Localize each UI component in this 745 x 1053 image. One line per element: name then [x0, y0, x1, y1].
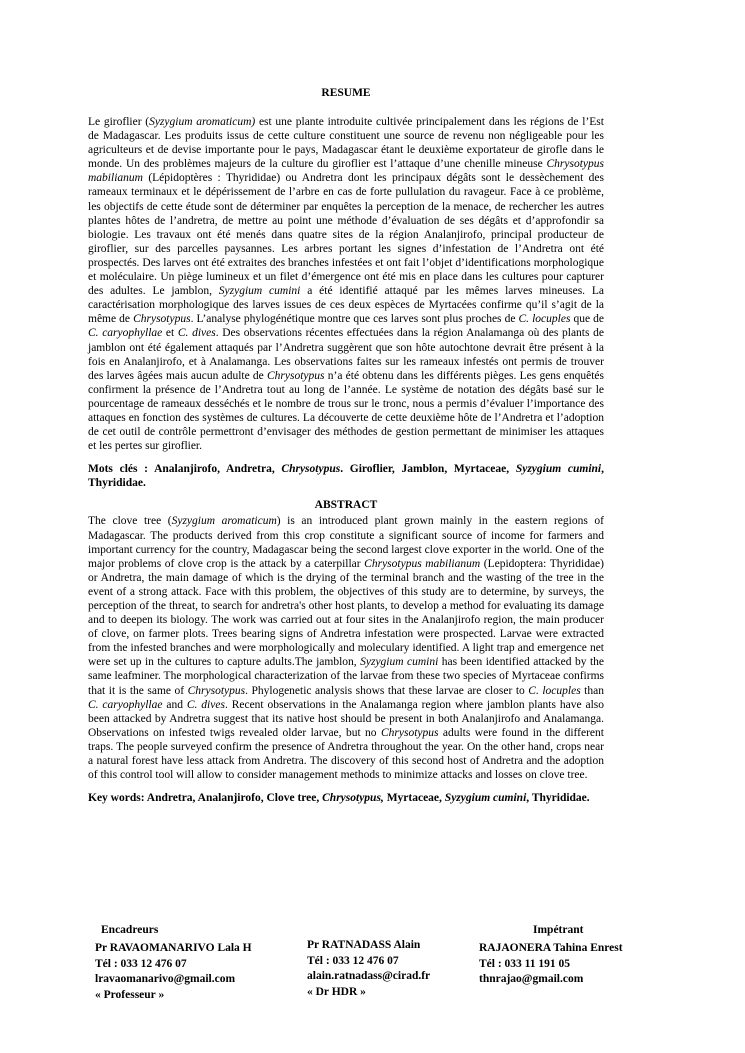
italic-term: C. dives	[177, 327, 216, 340]
candidate-block	[479, 941, 623, 988]
candidate-email: thnrajao@gmail.com	[479, 973, 584, 985]
italic-term: Syzygium cumini	[360, 656, 439, 669]
supervisor1-block	[95, 941, 252, 1003]
italic-term: Chrysotypus	[267, 369, 325, 382]
impetrant-label: Impétrant	[533, 924, 584, 936]
supervisor2-title: « Dr HDR »	[307, 985, 366, 998]
italic-term: Chrysotypus mabilianum	[364, 557, 481, 570]
supervisor1-name: Pr RAVAOMANARIVO Lala H	[95, 942, 252, 954]
italic-term: Chrysotypus,	[322, 792, 384, 805]
supervisor1-phone: Tél : 033 12 476 07	[95, 957, 187, 970]
italic-term: C. dives	[186, 698, 225, 711]
italic-term: Chrysotypus	[187, 684, 246, 697]
document-page	[88, 86, 604, 805]
mots-cles-line: Mots clés : Analanjirofo, Andretra, Chrysotypus. Giroflier, Jamblon, Myrtaceae, Syzygium cumini, Thyrididae.	[88, 463, 604, 490]
italic-term: Chrysotypus	[380, 726, 439, 739]
supervisor2-name: Pr RATNADASS Alain	[307, 939, 421, 951]
supervisor2-block	[307, 938, 430, 1000]
encadreurs-label: Encadreurs	[101, 924, 159, 936]
italic-term: C. locuples	[528, 684, 581, 697]
italic-term: C. locuples	[518, 313, 571, 326]
italic-term: Chrysotypus mabilianum	[88, 158, 604, 185]
italic-term: C. caryophyllae	[88, 698, 163, 711]
italic-term: Syzygium aromaticum)	[149, 116, 256, 128]
resume-paragraph: Le giroflier (Syzygium aromaticum) est une plante introduite cultivée principalement dans les régions de l’Est de Madagascar. Les produits issus de cette culture constituent une source de revenu non négligeable pour les agriculteurs et de devise importante pour le pays, Madagascar étant le deuxième exportateur de girofle dans le monde. Un des problèmes majeurs de la culture du giroflier est l’attaque d’une chenille mineuse Chrysotypus mabilianum (Lépidoptères : Thyrididae) ou Andretra dont les principaux dégâts sont le dessèchement des rameaux terminaux et le dépérissement de l’arbre en cas de forte pullulation du ravageur. Face à ce problème, les objectifs de cette étude sont de déterminer par enquêtes la perception de la menace, de rechercher les autres plantes hôtes de l’andretra, de mettre au point une méthode d’évaluation de ses dégâts et d’approfondir sa biologie. Les travaux ont été menés dans quatre sites de la région Analanjirofo, principal producteur de giroflier, sur des parcelles paysannes. Les arbres portant les signes d’infestation de l’Andretra ont été prospectés. Des larves ont été extraites des branches infestées et ont fait l’objet d’identifications morphologique et moléculaire. Un piège lumineux et un filet d’émergence ont été mis en place dans les cultures pour capturer des adultes. Le jamblon, Syzygium cumini a été identifié attaqué par les mêmes larves mineuses. La caractérisation morphologique des larves issues de ces deux espèces de Myrtacées confirme qu’il s’agit de la même de Chrysotypus. L’analyse phylogénétique montre que ces larves sont plus proches de C. locuples que de C. caryophyllae et C. dives. Des observations récentes effectuées dans la région Analamanga où des plants de jamblon ont été également attaqués par l’Andretra suggèrent que son hôte autochtone devrait être présent à la fois en Analanjirofo, et à Analamanga. Les observations faites sur les rameaux infestés ont permis de trouver des larves âgées mais aucun adulte de Chrysotypus n’a été obtenu dans les différents pièges. Les gens enquêtés confirment la présence de l’Andretra tout au long de l’année. Le système de notation des dégâts basé sur le pourcentage de rameaux desséchés et le nombre de trous sur le tronc, nous a permis d’évaluer l’importance des attaques en fonction des systèmes de cultures. La découverte de cette deuxième hôte de l’Andretra et l’adoption de cet outil de contrôle permettront d’envisager des méthodes de gestion permettant de minimiser les attaques et les pertes sur giroflier.	[88, 116, 605, 453]
candidate-name: RAJAONERA Tahina Enrest	[479, 942, 623, 954]
italic-term: Chrysotypus	[281, 463, 341, 476]
supervisor2-email: alain.ratnadass@cirad.fr	[307, 970, 431, 982]
italic-term: Syzygium cumini	[515, 463, 602, 476]
resume-heading: RESUME	[321, 87, 371, 99]
italic-term: Chrysotypus	[133, 313, 191, 326]
italic-term: C. caryophyllae	[88, 327, 163, 340]
abstract-heading: ABSTRACT	[314, 499, 378, 512]
key-words-line: Key words: Andretra, Analanjirofo, Clove tree, Chrysotypus, Myrtaceae, Syzygium cumini, Thyrididae.	[88, 792, 590, 805]
abstract-paragraph: The clove tree (Syzygium aromaticum) is an introduced plant grown mainly in the eastern regions of Madagascar. The products derived from this crop constitute a significant source of income for farmers and important currency for the country, Madagascar being the second largest clove exporter in the world. One of the major problems of clove crop is the attack by a caterpillar Chrysotypus mabilianum (Lepidoptera: Thyrididae) or Andretra, the main damage of which is the drying of the terminal branch and the wasting of the tree in the event of a strong attack. Face with this problem, the objectives of this study are to determine, by surveys, the perception of the threat, to search for andretra's other host plants, to develop a method for evaluating its damage and to deepen its biology. The work was carried out at four sites in the Analanjirofo region, the main producer of clove, on farmer plots. Trees bearing signs of Andretra infestation were prospected. Larvae were extracted from the infested branches and were morphologically and moleculary identified. A light trap and emergence net were set up in the cultures to capture adults.The jamblon, Syzygium cumini has been identified attacked by the same leafminer. The morphological characterization of the larvae from these two species of Myrtaceae confirms that it is the same of Chrysotypus. Phylogenetic analysis shows that these larvae are closer to C. locuples than C. caryophyllae and C. dives. Recent observations in the Analamanga region where jamblon plants have also been attacked by Andretra suggest that its native host should be present in both Analanjirofo and Analamanga. Observations on infested twigs revealed older larvae, but no Chrysotypus adults were found in the different traps. The people surveyed confirm the presence of Andretra throughout the year. On the other hand, crops near a natural forest have less attack from Andretra. The discovery of this second host of Andretra and the adoption of this control tool will allow to consider management methods to minimize attacks and losses on clove tree.	[88, 515, 604, 782]
supervisor1-email: lravaomanarivo@gmail.com	[95, 973, 236, 985]
supervisor2-phone: Tél : 033 12 476 07	[307, 954, 399, 967]
italic-term: Syzygium aromaticum	[171, 515, 277, 528]
supervisor1-title: « Professeur »	[95, 988, 165, 1001]
italic-term: Syzygium cumini	[218, 285, 301, 298]
italic-term: Syzygium cumini	[444, 792, 527, 805]
candidate-phone: Tél : 033 11 191 05	[479, 957, 571, 970]
